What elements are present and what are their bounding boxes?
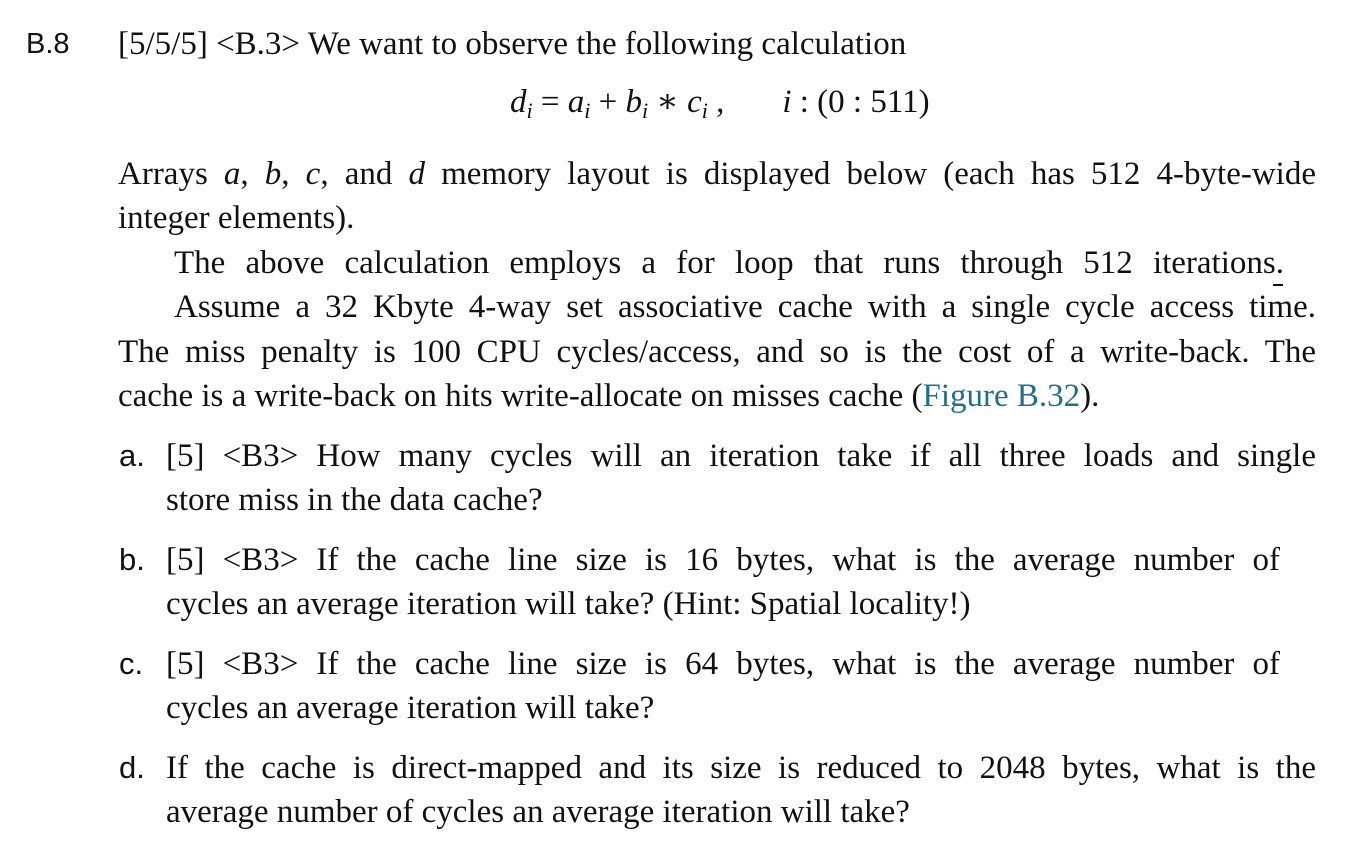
item-line: cycles an average iteration will take? [166,690,655,726]
formula-b: b [625,84,642,120]
formula-c-sub: i [701,98,708,123]
item-line: [5] <B3> How many cycles will an iteration take if all three loads and single [166,438,1316,474]
underline-mark [1273,284,1283,286]
formula-plus: + [590,84,626,120]
item-label: a. [119,438,145,473]
formula-b-sub: i [642,98,649,123]
item-line: [5] <B3> If the cache line size is 16 bytes, what is the average number of [166,542,1280,578]
paragraph-line: The miss penalty is 100 CPU cycles/access, and so is the cost of a write-back. The [118,334,1316,370]
item-line: cycles an average iteration will take? (Hint: Spatial locality!) [166,586,971,622]
formula-range-var: i [782,84,792,120]
problem-header: [5/5/5] <B.3> We want to observe the following calculation [118,26,907,62]
paragraph-line: The above calculation employs a for loop that runs through 512 iterations. [174,245,1284,281]
figure-link[interactable]: Figure B.32 [922,378,1081,414]
item-line: If the cache is direct-mapped and its size is reduced to 2048 bytes, what is the [166,750,1316,786]
paragraph-line: Assume a 32 Kbyte 4-way set associative cache with a single cycle access time. [174,289,1316,325]
formula-c: c [687,84,702,120]
item-line: store miss in the data cache? [166,482,543,518]
problem-number: B.8 [26,28,70,60]
paragraph-line: cache is a write-back on hits write-allocate on misses cache (Figure B.32). [118,378,1100,414]
item-line: [5] <B3> If the cache line size is 64 bytes, what is the average number of [166,646,1280,682]
formula-range: : (0 : 511) [791,84,930,120]
item-label: c. [119,646,144,681]
paragraph-line: Arrays a, b, c, and d memory layout is displayed below (each has 512 4-byte-wide [118,156,1316,192]
formula-a: a [567,84,585,120]
formula-d: d [510,84,527,120]
item-label: b. [119,542,145,577]
formula-times: ∗ [648,84,688,120]
formula [510,82,930,131]
item-line: average number of cycles an average iteration will take? [166,794,910,830]
item-label: d. [119,750,145,785]
paragraph-line: integer elements). [118,200,355,236]
formula-a-sub: i [584,98,591,123]
formula-comma: , [707,84,725,120]
formula-d-sub: i [526,98,533,123]
formula-eq: = [532,84,568,120]
